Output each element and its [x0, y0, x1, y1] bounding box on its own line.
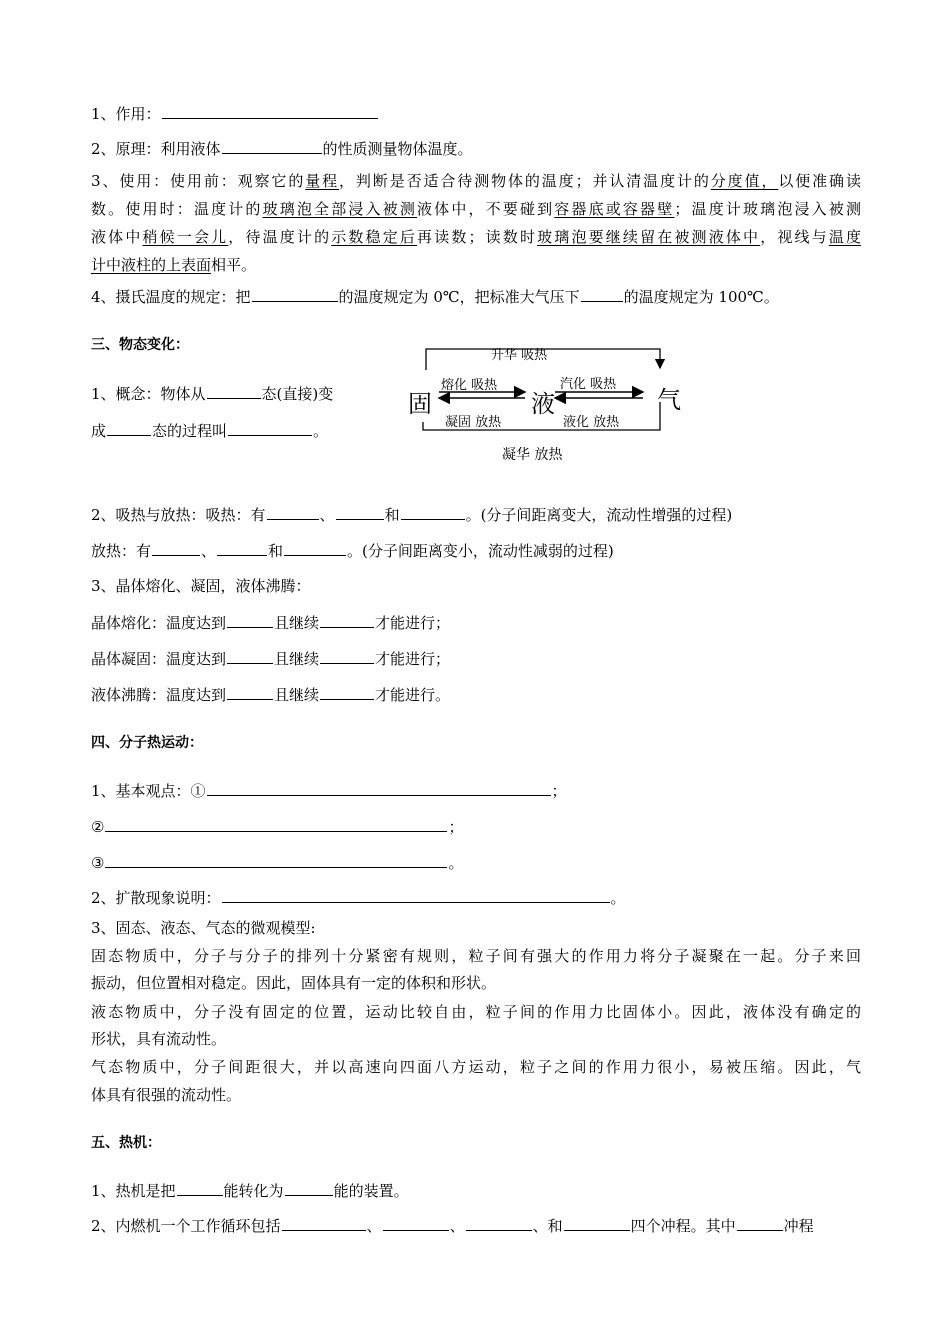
item-thermometer-usage-line4: 计中液柱的上表面相平。	[91, 256, 257, 274]
answer-blank[interactable]	[737, 1215, 783, 1231]
item-thermometer-usage-line2: 数。使用时：温度计的玻璃泡全部浸入被测液体中，不要碰到容器底或容器壁；温度计玻璃泡浸入被测	[91, 200, 861, 218]
answer-blank[interactable]	[105, 852, 447, 868]
answer-blank[interactable]	[105, 816, 447, 832]
answer-blank[interactable]	[227, 684, 273, 700]
item-combustion-engine-cycle: 2、内燃机一个工作循环包括 、 、 、和 四个冲程。其中 冲程	[91, 1217, 814, 1235]
paragraph-gas-line2: 体具有很强的流动性。	[91, 1086, 242, 1104]
item-thermometer-principle: 2、原理：利用液体 的性质测量物体温度。	[91, 140, 473, 158]
item-heat-release: 放热：有 、 和 。(分子间距离变小，流动性减弱的过程)	[91, 542, 614, 560]
item-heat-absorb: 2、吸热与放热：吸热：有 、 和 。(分子间距离变大，流动性增强的过程)	[91, 506, 733, 524]
answer-blank[interactable]	[217, 540, 267, 556]
item-concept-line2: 成 态的过程叫 。	[91, 422, 329, 440]
label-liquefaction: 液化 放热	[563, 415, 620, 430]
answer-blank[interactable]	[284, 540, 346, 556]
item-thermometer-use: 1、作用：	[91, 103, 379, 124]
paragraph-gas-line1: 气态物质中，分子间距很大，并以高速向四面八方运动，粒子之间的作用力很小，易被压缩。因此，气	[91, 1058, 861, 1076]
state-gas: 气	[657, 386, 681, 414]
answer-blank[interactable]	[285, 1180, 333, 1196]
answer-blank[interactable]	[320, 612, 374, 628]
item-thermometer-usage-line1: 3、使用：使用前：观察它的量程，判断是否适合待测物体的温度；并认清温度计的分度值，以便准确读	[91, 172, 861, 190]
item-concept-line1: 1、概念：物体从 态(直接)变	[91, 385, 334, 403]
answer-blank[interactable]	[162, 103, 378, 119]
item-celsius-definition: 4、摄氏温度的规定：把 的温度规定为 0℃，把标准大气压下 的温度规定为 100℃。	[91, 288, 779, 306]
answer-blank[interactable]	[227, 648, 273, 664]
answer-blank[interactable]	[227, 612, 273, 628]
answer-blank[interactable]	[320, 648, 374, 664]
label-melting: 熔化 吸热	[441, 378, 498, 393]
answer-blank[interactable]	[207, 383, 261, 399]
label-sublimation: 升华 吸热	[491, 348, 548, 363]
answer-blank[interactable]	[564, 1215, 630, 1231]
item-crystal-freezing: 晶体凝固：温度达到 且继续 才能进行；	[91, 650, 451, 668]
item-crystal-title: 3、晶体熔化、凝固，液体沸腾：	[91, 577, 311, 595]
answer-blank[interactable]	[107, 420, 151, 436]
label-freezing: 凝固 放热	[445, 415, 502, 430]
item-micro-model-title: 3、固态、液态、气态的微观模型:	[91, 919, 316, 937]
state-change-diagram	[405, 340, 685, 470]
answer-blank[interactable]	[336, 504, 384, 520]
paragraph-solid-line1: 固态物质中，分子与分子的排列十分紧密有规则，粒子间有强大的作用力将分子凝聚在一起。分子来回	[91, 947, 861, 965]
state-solid: 固	[408, 390, 432, 418]
paragraph-liquid-line1: 液态物质中，分子没有固定的位置，运动比较自由，粒子间的作用力比固体小。因此，液体没有确定的	[91, 1003, 861, 1021]
answer-blank[interactable]	[222, 138, 322, 154]
state-liquid: 液	[531, 390, 555, 418]
item-basic-view-3: ③ 。	[91, 854, 464, 872]
answer-blank[interactable]	[177, 1180, 223, 1196]
paragraph-solid-line2: 振动，但位置相对稳定。因此，固体具有一定的体积和形状。	[91, 974, 497, 992]
answer-blank[interactable]	[152, 540, 200, 556]
item-thermometer-usage-line3: 液体中稍候一会儿，待温度计的示数稳定后再读数；读数时玻璃泡要继续留在被测液体中，视线与温度	[91, 228, 861, 246]
label-deposition: 凝华 放热	[502, 447, 563, 463]
answer-blank[interactable]	[222, 887, 610, 903]
paragraph-liquid-line2: 形状，具有流动性。	[91, 1030, 227, 1048]
section-heading-molecular-motion: 四、分子热运动：	[91, 735, 203, 751]
answer-blank[interactable]	[401, 504, 465, 520]
item-crystal-melting: 晶体熔化：温度达到 且继续 才能进行；	[91, 614, 451, 632]
answer-blank[interactable]	[207, 780, 551, 796]
answer-blank[interactable]	[282, 1215, 366, 1231]
item-heat-engine-definition: 1、热机是把 能转化为 能的装置。	[91, 1182, 409, 1200]
item-liquid-boiling: 液体沸腾：温度达到 且继续 才能进行。	[91, 686, 451, 704]
item-basic-view-1: 1、基本观点：① ；	[91, 782, 567, 800]
answer-blank[interactable]	[267, 504, 319, 520]
item-diffusion: 2、扩散现象说明： 。	[91, 889, 626, 907]
answer-blank[interactable]	[320, 684, 374, 700]
answer-blank[interactable]	[252, 286, 338, 302]
section-heading-heat-engine: 五、热机：	[91, 1135, 161, 1151]
label-vaporization: 汽化 吸热	[560, 377, 617, 392]
item-basic-view-2: ② ；	[91, 818, 464, 836]
answer-blank[interactable]	[228, 420, 312, 436]
answer-blank[interactable]	[581, 286, 623, 302]
answer-blank[interactable]	[383, 1215, 449, 1231]
section-heading-state-change: 三、物态变化：	[91, 337, 189, 353]
answer-blank[interactable]	[466, 1215, 532, 1231]
